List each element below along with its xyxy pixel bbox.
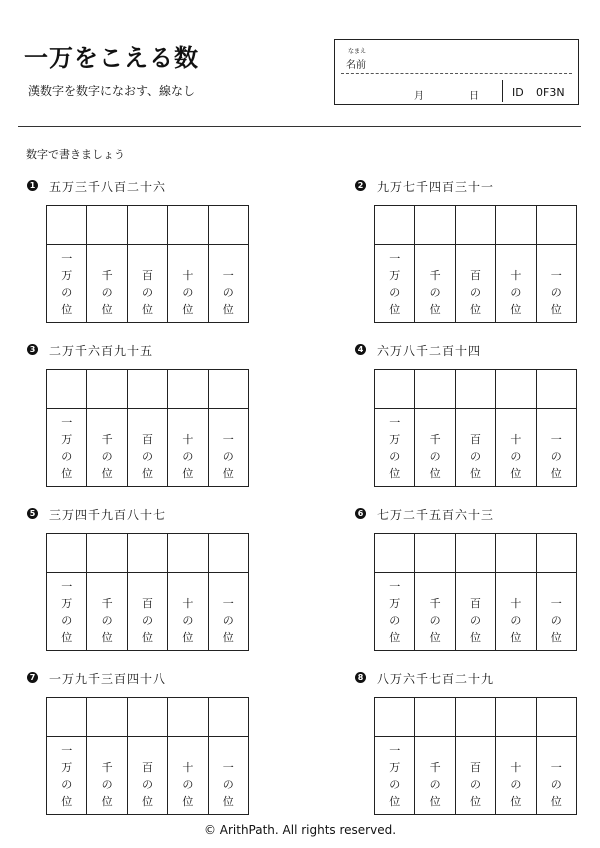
place-value-label: 百 の 位: [455, 409, 495, 487]
problem-4: [355, 344, 565, 494]
answer-cell[interactable]: [87, 206, 127, 245]
answer-cell[interactable]: [168, 370, 208, 409]
answer-cell[interactable]: [415, 370, 455, 409]
problem-7: [27, 672, 237, 822]
answer-grid: [374, 697, 577, 815]
place-value-label: 千 の 位: [87, 245, 127, 323]
place-value-label: 一 の 位: [536, 245, 576, 323]
name-furigana: なまえ: [348, 48, 367, 55]
problem-number-badge: 4: [355, 344, 366, 355]
answer-grid: [46, 533, 249, 651]
answer-cell[interactable]: [127, 698, 167, 737]
answer-cell[interactable]: [496, 370, 536, 409]
answer-grid: [374, 369, 577, 487]
page-subtitle: 漢数字を数字になおす、線なし: [28, 84, 196, 98]
id-divider: [502, 80, 503, 102]
place-value-label: 十 の 位: [496, 409, 536, 487]
copyright-footer: © ArithPath. All rights reserved.: [203, 823, 397, 837]
problem-6: [355, 508, 565, 658]
problem-kanji-number: 六万八千二百十四: [377, 344, 482, 358]
problem-number-badge: 5: [27, 508, 38, 519]
place-value-label: 一 の 位: [208, 737, 248, 815]
answer-grid: [46, 205, 249, 323]
answer-cell[interactable]: [208, 370, 248, 409]
header-divider: [18, 126, 581, 127]
place-value-label: 一 の 位: [208, 573, 248, 651]
answer-cell[interactable]: [415, 698, 455, 737]
answer-cell[interactable]: [208, 698, 248, 737]
answer-cell[interactable]: [87, 534, 127, 573]
place-value-label: 百 の 位: [127, 573, 167, 651]
answer-cell[interactable]: [47, 370, 87, 409]
place-value-label: 千 の 位: [87, 573, 127, 651]
answer-cell[interactable]: [455, 206, 495, 245]
answer-cell[interactable]: [496, 698, 536, 737]
answer-cell[interactable]: [496, 534, 536, 573]
name-box: [334, 39, 579, 105]
problem-5: [27, 508, 237, 658]
answer-cell[interactable]: [415, 534, 455, 573]
problem-kanji-number: 五万三千八百二十六: [49, 180, 167, 194]
place-value-label: 一 万 の 位: [375, 737, 415, 815]
answer-cell[interactable]: [47, 534, 87, 573]
problem-number-badge: 1: [27, 180, 38, 191]
place-value-label: 十 の 位: [496, 573, 536, 651]
answer-cell[interactable]: [127, 370, 167, 409]
place-value-label: 一 万 の 位: [47, 737, 87, 815]
problem-kanji-number: 一万九千三百四十八: [49, 672, 167, 686]
place-value-label: 一 万 の 位: [47, 573, 87, 651]
place-value-label: 百 の 位: [455, 245, 495, 323]
answer-cell[interactable]: [127, 534, 167, 573]
answer-grid: [46, 369, 249, 487]
answer-cell[interactable]: [375, 698, 415, 737]
place-value-label: 千 の 位: [415, 245, 455, 323]
answer-cell[interactable]: [375, 370, 415, 409]
month-label: 月: [414, 91, 424, 102]
answer-cell[interactable]: [168, 534, 208, 573]
answer-cell[interactable]: [47, 698, 87, 737]
answer-grid: [374, 205, 577, 323]
place-value-label: 一 万 の 位: [375, 409, 415, 487]
place-value-label: 一 の 位: [536, 737, 576, 815]
problem-kanji-number: 七万二千五百六十三: [377, 508, 495, 522]
answer-cell[interactable]: [375, 206, 415, 245]
place-value-label: 百 の 位: [127, 409, 167, 487]
answer-cell[interactable]: [415, 206, 455, 245]
problem-2: [355, 180, 565, 330]
place-value-label: 千 の 位: [415, 409, 455, 487]
name-label: 名前: [346, 60, 366, 71]
answer-grid: [374, 533, 577, 651]
place-value-label: 千 の 位: [87, 737, 127, 815]
place-value-label: 十 の 位: [168, 409, 208, 487]
answer-cell[interactable]: [47, 206, 87, 245]
problem-kanji-number: 三万四千九百八十七: [49, 508, 167, 522]
place-value-label: 一 万 の 位: [375, 245, 415, 323]
answer-cell[interactable]: [375, 534, 415, 573]
problem-3: [27, 344, 237, 494]
problem-number-badge: 2: [355, 180, 366, 191]
problem-8: [355, 672, 565, 822]
answer-cell[interactable]: [455, 698, 495, 737]
place-value-label: 十 の 位: [168, 737, 208, 815]
answer-cell[interactable]: [496, 206, 536, 245]
instruction-text: 数字で書きましょう: [26, 148, 125, 161]
place-value-label: 千 の 位: [415, 573, 455, 651]
problem-kanji-number: 八万六千七百二十九: [377, 672, 495, 686]
id-value: 0F3N: [536, 86, 565, 99]
problem-number-badge: 8: [355, 672, 366, 683]
answer-cell[interactable]: [536, 698, 576, 737]
name-dotted-line: [341, 73, 572, 74]
place-value-label: 十 の 位: [168, 245, 208, 323]
answer-cell[interactable]: [87, 370, 127, 409]
answer-cell[interactable]: [168, 698, 208, 737]
answer-cell[interactable]: [536, 206, 576, 245]
problem-kanji-number: 二万千六百九十五: [49, 344, 154, 358]
problem-number-badge: 3: [27, 344, 38, 355]
place-value-label: 一 の 位: [536, 409, 576, 487]
answer-cell[interactable]: [87, 698, 127, 737]
place-value-label: 一 万 の 位: [47, 245, 87, 323]
problem-1: [27, 180, 237, 330]
place-value-label: 十 の 位: [496, 737, 536, 815]
answer-cell[interactable]: [536, 534, 576, 573]
place-value-label: 百 の 位: [127, 245, 167, 323]
day-label: 日: [469, 91, 479, 102]
answer-cell[interactable]: [455, 370, 495, 409]
page-title: 一万をこえる数: [24, 44, 199, 72]
answer-grid: [46, 697, 249, 815]
place-value-label: 十 の 位: [168, 573, 208, 651]
place-value-label: 一 の 位: [208, 245, 248, 323]
place-value-label: 一 の 位: [536, 573, 576, 651]
place-value-label: 一 の 位: [208, 409, 248, 487]
place-value-label: 一 万 の 位: [375, 573, 415, 651]
id-label: ID: [512, 86, 524, 99]
place-value-label: 千 の 位: [87, 409, 127, 487]
answer-cell[interactable]: [208, 206, 248, 245]
place-value-label: 千 の 位: [415, 737, 455, 815]
problem-kanji-number: 九万七千四百三十一: [377, 180, 495, 194]
place-value-label: 百 の 位: [455, 573, 495, 651]
answer-cell[interactable]: [208, 534, 248, 573]
place-value-label: 十 の 位: [496, 245, 536, 323]
answer-cell[interactable]: [455, 534, 495, 573]
place-value-label: 一 万 の 位: [47, 409, 87, 487]
answer-cell[interactable]: [127, 206, 167, 245]
problem-number-badge: 6: [355, 508, 366, 519]
problem-number-badge: 7: [27, 672, 38, 683]
place-value-label: 百 の 位: [127, 737, 167, 815]
answer-cell[interactable]: [536, 370, 576, 409]
place-value-label: 百 の 位: [455, 737, 495, 815]
answer-cell[interactable]: [168, 206, 208, 245]
